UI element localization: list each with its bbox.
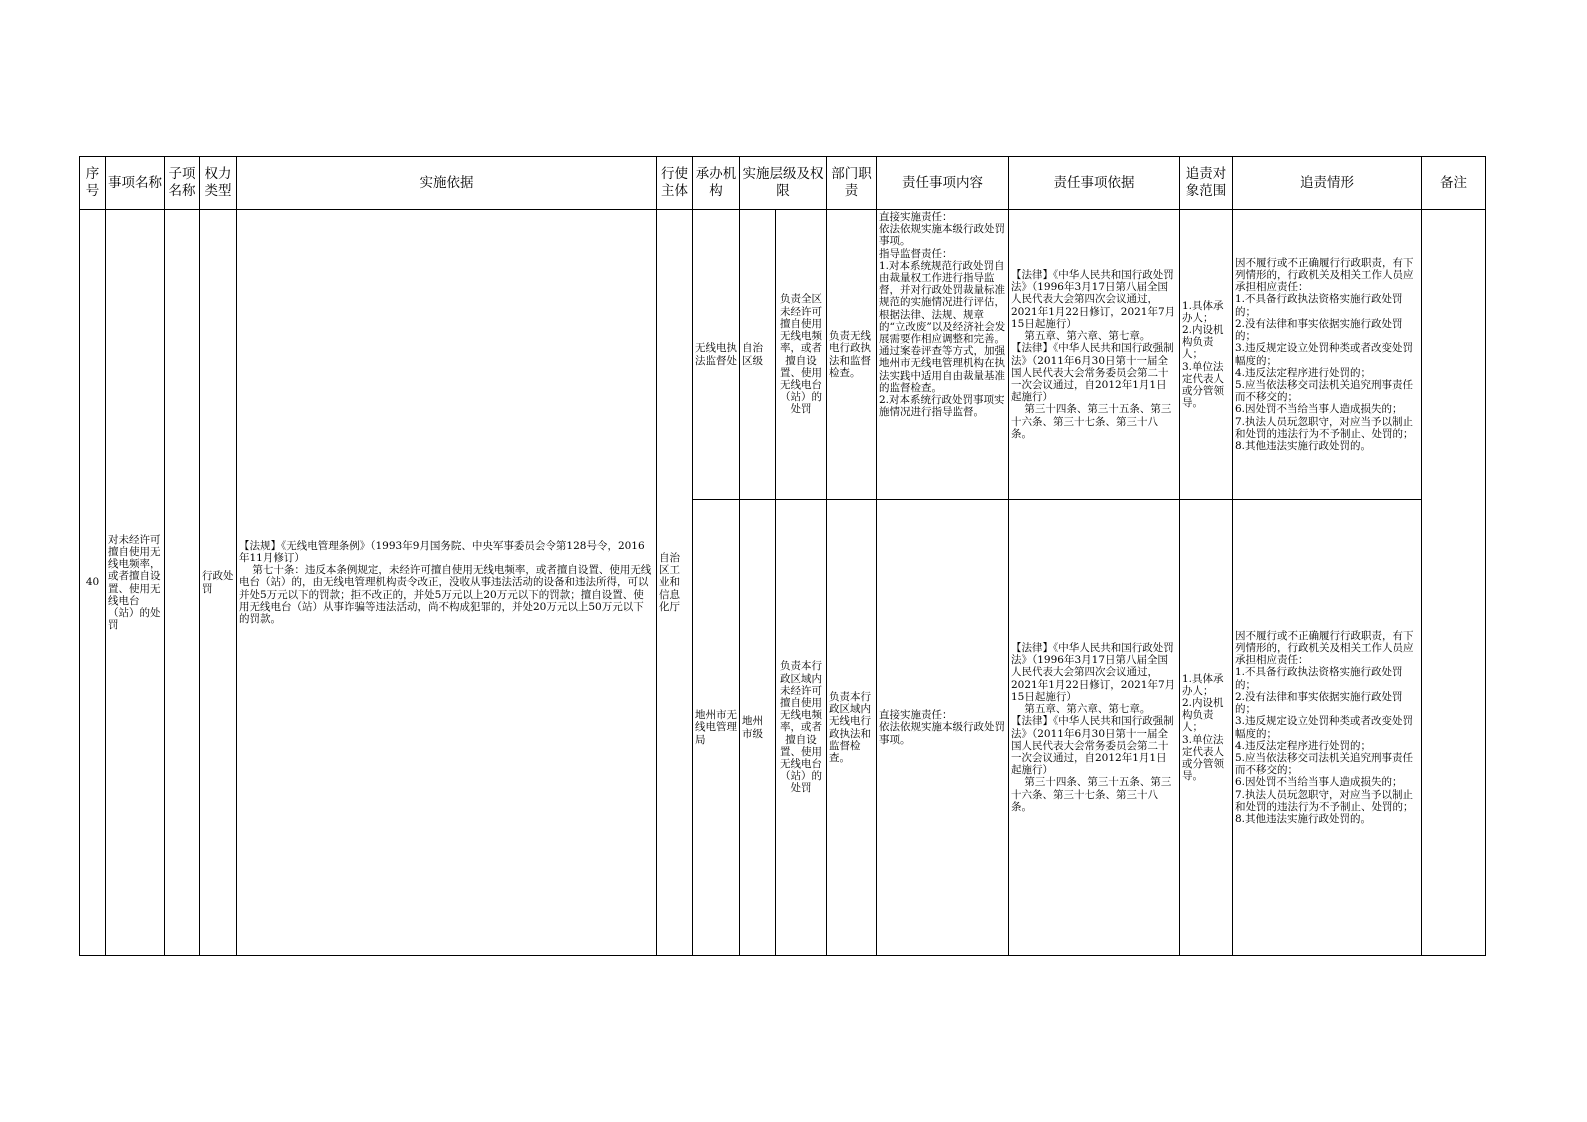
cell-power-type: 行政处罚 — [200, 210, 237, 956]
header-level: 实施层级及权限 — [740, 157, 827, 210]
header-resp-content: 责任事项内容 — [877, 157, 1009, 210]
cell-handler-2: 地州市无线电管理局 — [693, 500, 740, 956]
cell-seq: 40 — [80, 210, 106, 956]
cell-level-2: 地州市级 — [740, 500, 776, 956]
cell-acc-cases-2: 因不履行或不正确履行行政职责，有下列情形的，行政机关及相关工作人员应承担相应责任： 1.不具备行政执法资格实施行政处罚的； 2.没有法律和事实依据实施行政处罚的； 3.违反规定设立处罚种类或者改变处罚幅度的； 4.违反法定程序进行处罚的； 5.应当依法移交司法机关追究刑事责任而不移交的； 6.因处罚不当给当事人造成损失的； 7.执法人员玩忽职守，对应当予以制止和处罚的违法行为不予制止、处罚的； 8.其他违法实施行政处罚的。 — [1233, 500, 1422, 956]
cell-resp-basis-1: 【法律】《中华人民共和国行政处罚法》（1996年3月17日第八届全国人民代表大会第四次会议通过，2021年1月22日修订，2021年7月15日起施行） 第五章、第六章、第七章。 【法律】《中华人民共和国行政强制法》（2011年6月30日第十一届全国人民代表大会常务委员会第二十一次会议通过，自2012年1月1日起施行） 第三十四条、第三十五条、第三十六条、第三十七条、第三十八条。 — [1009, 210, 1180, 500]
header-remark: 备注 — [1422, 157, 1486, 210]
table-row — [80, 210, 1486, 500]
cell-basis: 【法规】《无线电管理条例》（1993年9月国务院、中央军事委员会令第128号令，2016年11月修订） 第七十条：违反本条例规定，未经许可擅自使用无线电频率，或者擅自设置、使用无线电台（站）的，由无线电管理机构责令改正，没收从事违法活动的设备和违法所得，可以并处5万元以下的罚款；拒不改正的，并处5万元以上20万元以下的罚款；擅自设置、使用无线电台（站）从事诈骗等违法活动，尚不构成犯罪的，并处20万元以上50万元以下的罚款。 — [237, 210, 657, 956]
cell-sub-item — [165, 210, 200, 956]
cell-duty-1: 负责无线电行政执法和监督检查。 — [827, 210, 877, 500]
power-list-table — [79, 156, 1486, 956]
cell-resp-content-2: 直接实施责任： 依法依规实施本级行政处罚事项。 — [877, 500, 1009, 956]
cell-item-name: 对未经许可擅自使用无线电频率，或者擅自设置、使用无线电台（站）的处罚 — [106, 210, 165, 956]
header-seq: 序号 — [80, 157, 106, 210]
cell-acc-scope-2: 1.具体承办人； 2.内设机构负责人； 3.单位法定代表人或分管领导。 — [1180, 500, 1233, 956]
cell-level-1: 自治区级 — [740, 210, 776, 500]
header-basis: 实施依据 — [237, 157, 657, 210]
cell-subject: 自治区工业和信息化厅 — [657, 210, 693, 956]
header-sub-item: 子项名称 — [165, 157, 200, 210]
header-subject: 行使主体 — [657, 157, 693, 210]
cell-resp-content-1: 直接实施责任： 依法依规实施本级行政处罚事项。 指导监督责任： 1.对本系统规范行政处罚自由裁量权工作进行指导监督，并对行政处罚裁量标准规范的实施情况进行评估，根据法律、法规、规章的“立改废”以及经济社会发展需要作相应调整和完善。通过案卷评查等方式，加强地州市无线电管理机构在执法实践中适用自由裁量基准的监督检查。 2.对本系统行政处罚事项实施情况进行指导监督。 — [877, 210, 1009, 500]
header-duty: 部门职责 — [827, 157, 877, 210]
cell-acc-scope-1: 1.具体承办人； 2.内设机构负责人； 3.单位法定代表人或分管领导。 — [1180, 210, 1233, 500]
cell-authority-2: 负责本行政区域内未经许可擅自使用无线电频率，或者擅自设置、使用无线电台（站）的处罚 — [776, 500, 827, 956]
cell-acc-cases-1: 因不履行或不正确履行行政职责，有下列情形的，行政机关及相关工作人员应承担相应责任： 1.不具备行政执法资格实施行政处罚的； 2.没有法律和事实依据实施行政处罚的； 3.违反规定设立处罚种类或者改变处罚幅度的； 4.违反法定程序进行处罚的； 5.应当依法移交司法机关追究刑事责任而不移交的； 6.因处罚不当给当事人造成损失的； 7.执法人员玩忽职守，对应当予以制止和处罚的违法行为不予制止、处罚的； 8.其他违法实施行政处罚的。 — [1233, 210, 1422, 500]
cell-authority-1: 负责全区未经许可擅自使用无线电频率，或者擅自设置、使用无线电台（站）的处罚 — [776, 210, 827, 500]
header-handler: 承办机构 — [693, 157, 740, 210]
header-item-name: 事项名称 — [106, 157, 165, 210]
cell-handler-1: 无线电执法监督处 — [693, 210, 740, 500]
cell-duty-2: 负责本行政区域内无线电行政执法和监督检查。 — [827, 500, 877, 956]
header-power-type: 权力类型 — [200, 157, 237, 210]
cell-remark — [1422, 210, 1486, 956]
cell-resp-basis-2: 【法律】《中华人民共和国行政处罚法》（1996年3月17日第八届全国人民代表大会第四次会议通过，2021年1月22日修订，2021年7月15日起施行） 第五章、第六章、第七章。 【法律】《中华人民共和国行政强制法》（2011年6月30日第十一届全国人民代表大会常务委员会第二十一次会议通过，自2012年1月1日起施行） 第三十四条、第三十五条、第三十六条、第三十七条、第三十八条。 — [1009, 500, 1180, 956]
header-resp-basis: 责任事项依据 — [1009, 157, 1180, 210]
header-acc-scope: 追责对象范围 — [1180, 157, 1233, 210]
header-row — [80, 157, 1486, 210]
header-acc-cases: 追责情形 — [1233, 157, 1422, 210]
